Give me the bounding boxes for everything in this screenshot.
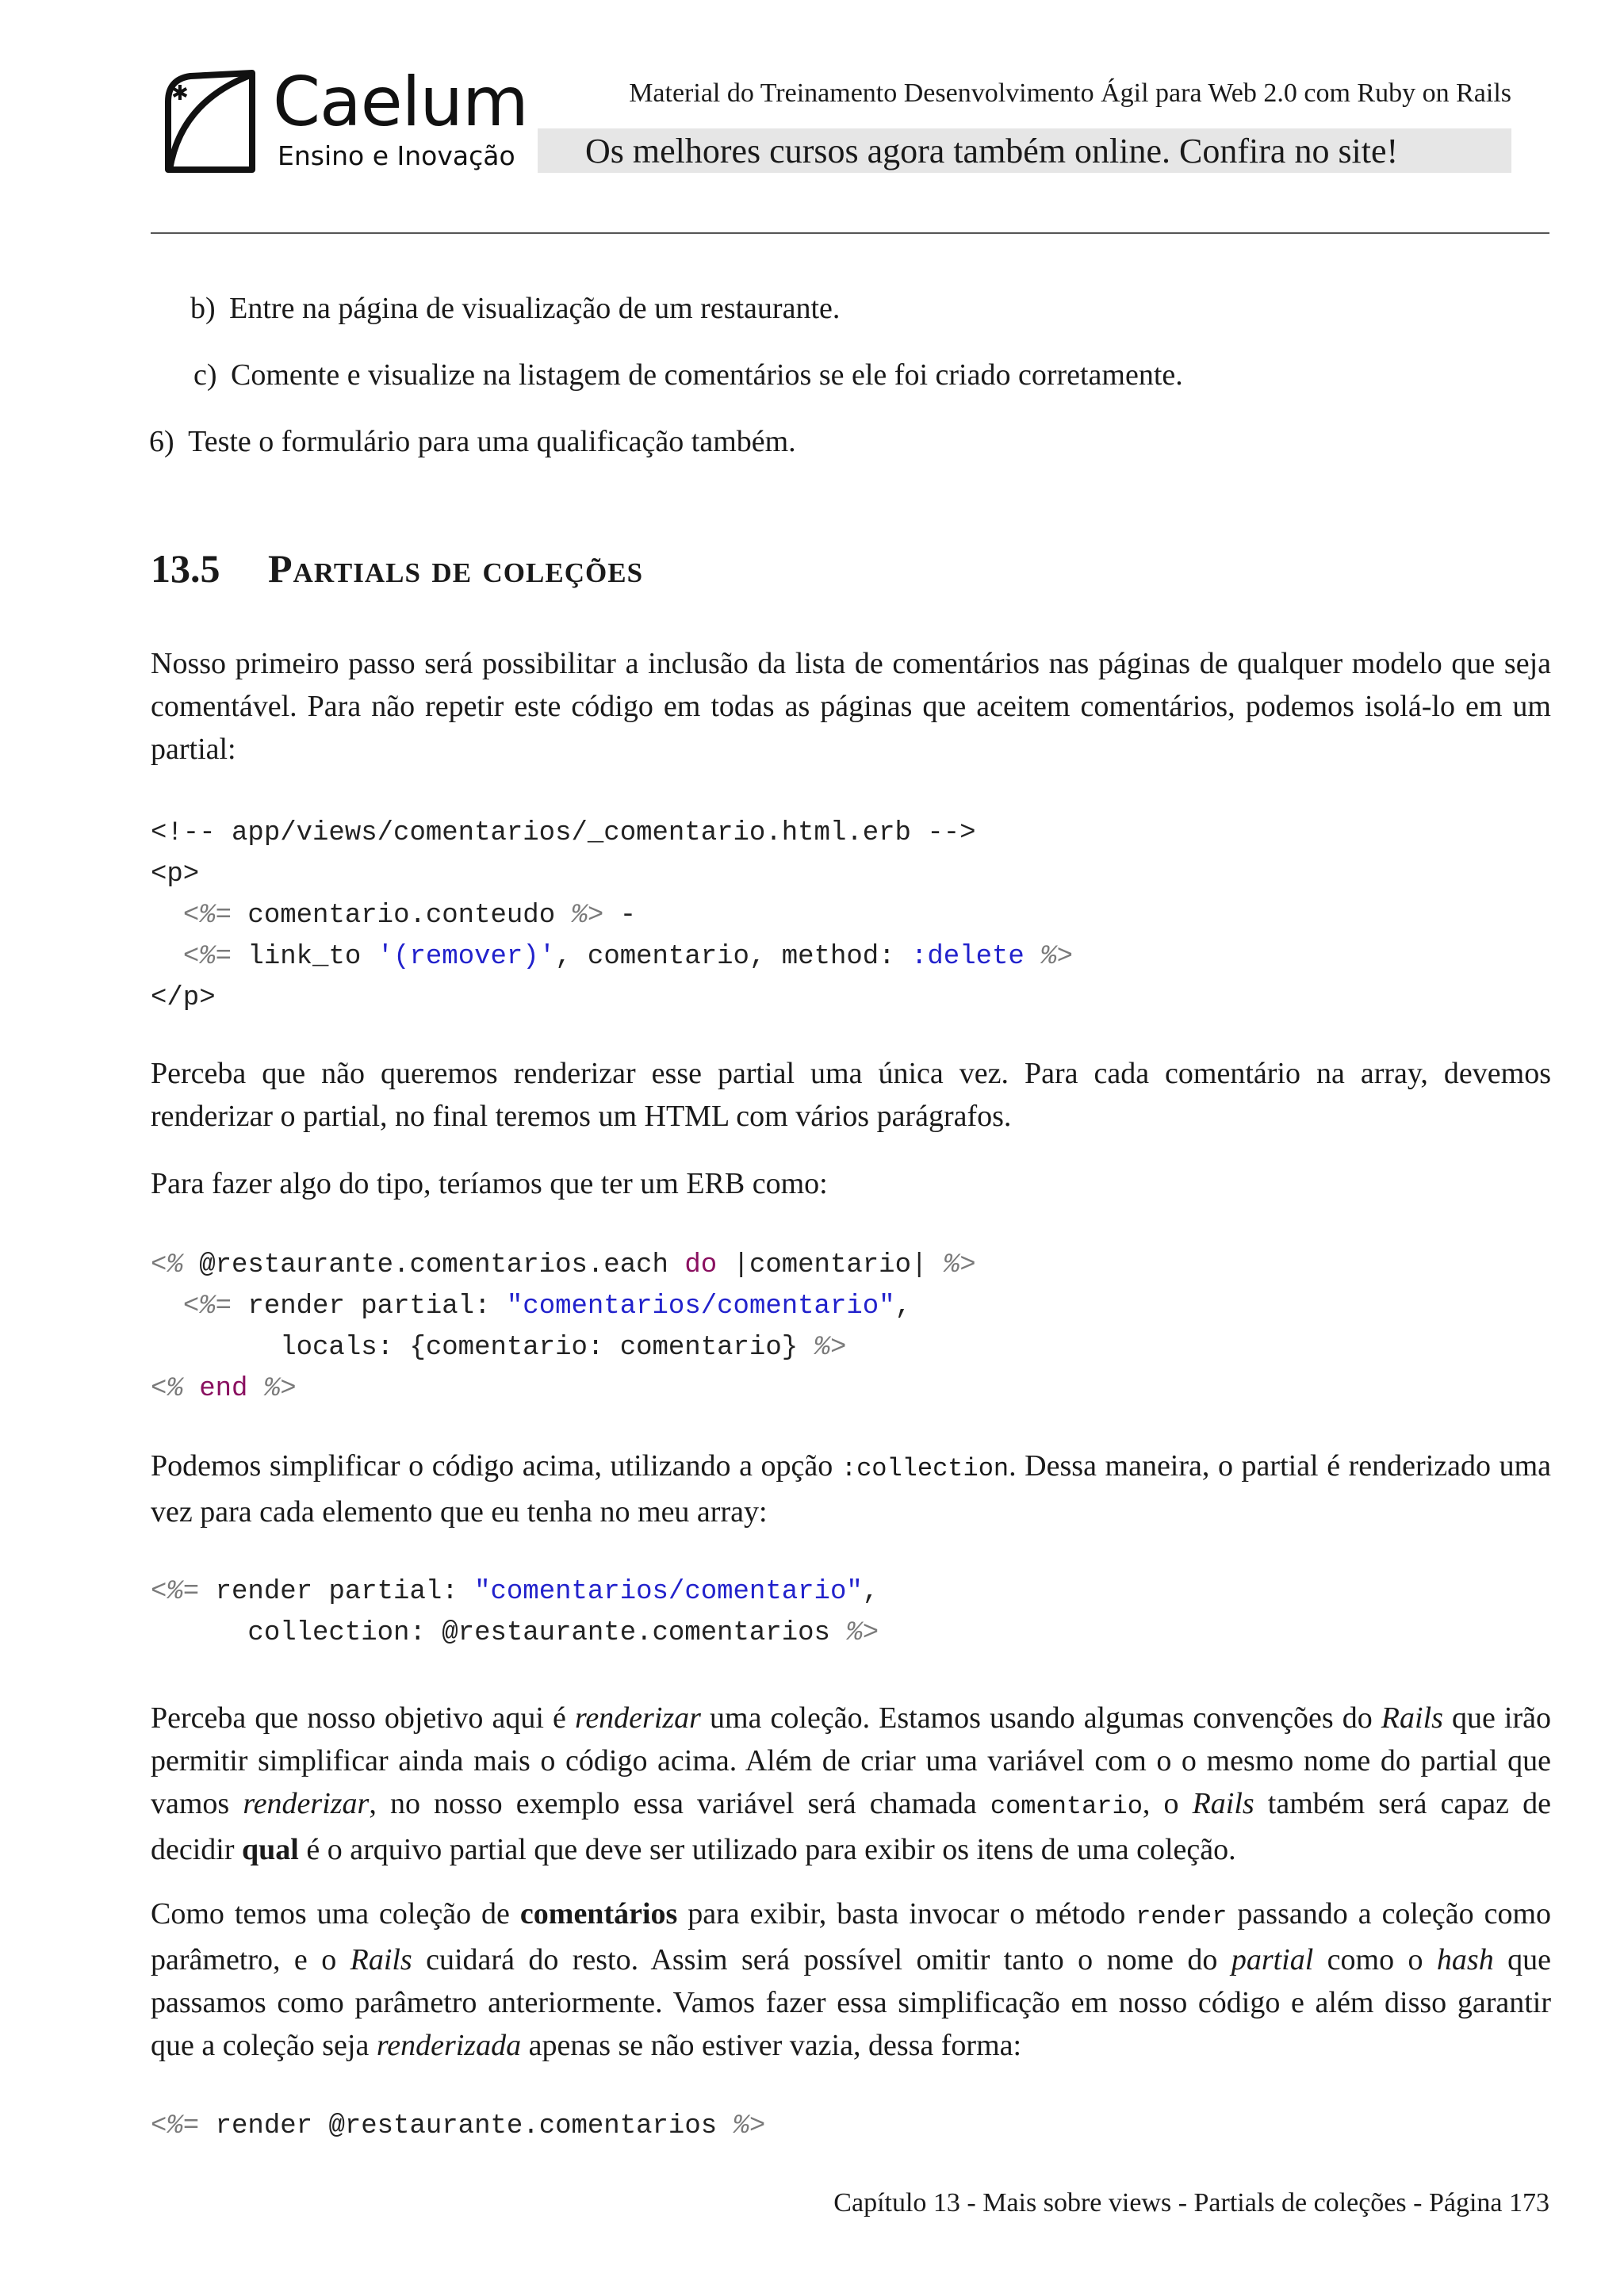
paragraph: Perceba que nosso objetivo aqui é renderizar uma coleção. Estamos usando algumas convenções do Rails que irão permitir simplificar ainda mais o código acima. Além de criar uma variável com o o mesmo nome do partial que vamos renderizar, no nosso exemplo essa variável será chamada comentario, o Rails também será capaz de decidir qual é o arquivo partial que deve ser utilizado para exibir os itens de uma coleção. [151,1701,1552,1866]
list-item-text: Comente e visualize na listagem de comentários se ele foi criado corretamente. [231,358,1183,392]
list-marker: b) [190,292,216,325]
section-number: 13.5 [151,546,220,591]
code-line: <% end %> [151,1374,297,1404]
svg-text:✱: ✱ [171,82,189,105]
list-marker: c) [193,358,217,392]
code-block [151,1571,879,1654]
code-line: <%= render partial: "comentarios/comentario", [151,1577,879,1607]
code-line: collection: @restaurante.comentarios %> [151,1618,879,1648]
code-block [151,813,1073,1019]
list-item-text: Teste o formulário para uma qualificação também. [188,425,796,458]
code-line: locals: {comentario: comentario} %> [151,1333,847,1363]
list-item-text: Entre na página de visualização de um restaurante. [229,292,841,325]
code-line: <%= render partial: "comentarios/comentario", [182,1292,911,1322]
list-marker: 6) [149,425,174,458]
logo-name: Caelum [273,63,528,142]
list-item [190,288,840,331]
header-divider [151,232,1549,234]
list-item [149,421,796,464]
code-block [151,2106,765,2147]
code-line: <%= comentario.conteudo %> - [182,901,637,931]
caelum-logo-icon [157,70,259,176]
section-title: Partials de coleções [268,546,644,591]
paragraph: Podemos simplificar o código acima, utilizando a opção :collection. Dessa maneira, o partial é renderizado uma vez para cada elemento que eu tenha no meu array: [151,1449,1551,1529]
code-line: <!-- app/views/comentarios/_comentario.html.erb --> [151,818,976,848]
code-line: <%= link_to '(remover)', comentario, method: :delete %> [182,942,1074,972]
paragraph: Nosso primeiro passo será possibilitar a inclusão da lista de comentários nas páginas de qualquer modelo que seja comentável. Para não repetir este código em todas as páginas que aceitem comentários, podemos isolá-lo em um partial: [151,647,1551,766]
promo-banner-text: Os melhores cursos agora também online. Confira no site! [585,132,1399,170]
section-heading [151,545,643,591]
paragraph: Perceba que não queremos renderizar esse partial uma única vez. Para cada comentário na array, devemos renderizar o partial, no final teremos um HTML com vários parágrafos. [151,1057,1551,1133]
promo-banner [538,128,1511,173]
code-line: </p> [151,983,216,1013]
code-line: <%= render @restaurante.comentarios %> [151,2111,766,2141]
paragraph: Para fazer algo do tipo, teríamos que ter um ERB como: [151,1167,828,1200]
page-footer: Capítulo 13 - Mais sobre views - Partials de coleções - Página 173 [833,2188,1549,2218]
logo-tagline: Ensino e Inovação [278,140,515,171]
code-block [151,1245,976,1410]
code-line: <% @restaurante.comentarios.each do |comentario| %> [151,1250,976,1280]
course-title: Material do Treinamento Desenvolvimento Ágil para Web 2.0 com Ruby on Rails [629,78,1511,108]
code-line: <p> [151,859,200,890]
list-item [193,354,1183,397]
paragraph: Como temos uma coleção de comentários para exibir, basta invocar o método render passando a coleção como parâmetro, e o Rails cuidará do resto. Assim será possível omitir tanto o nome do partial como o hash que passamos como parâmetro anteriormente. Vamos fazer essa simplificação em nosso código e além disso garantir que a coleção seja renderizada apenas se não estiver vazia, dessa forma: [151,1897,1551,2062]
